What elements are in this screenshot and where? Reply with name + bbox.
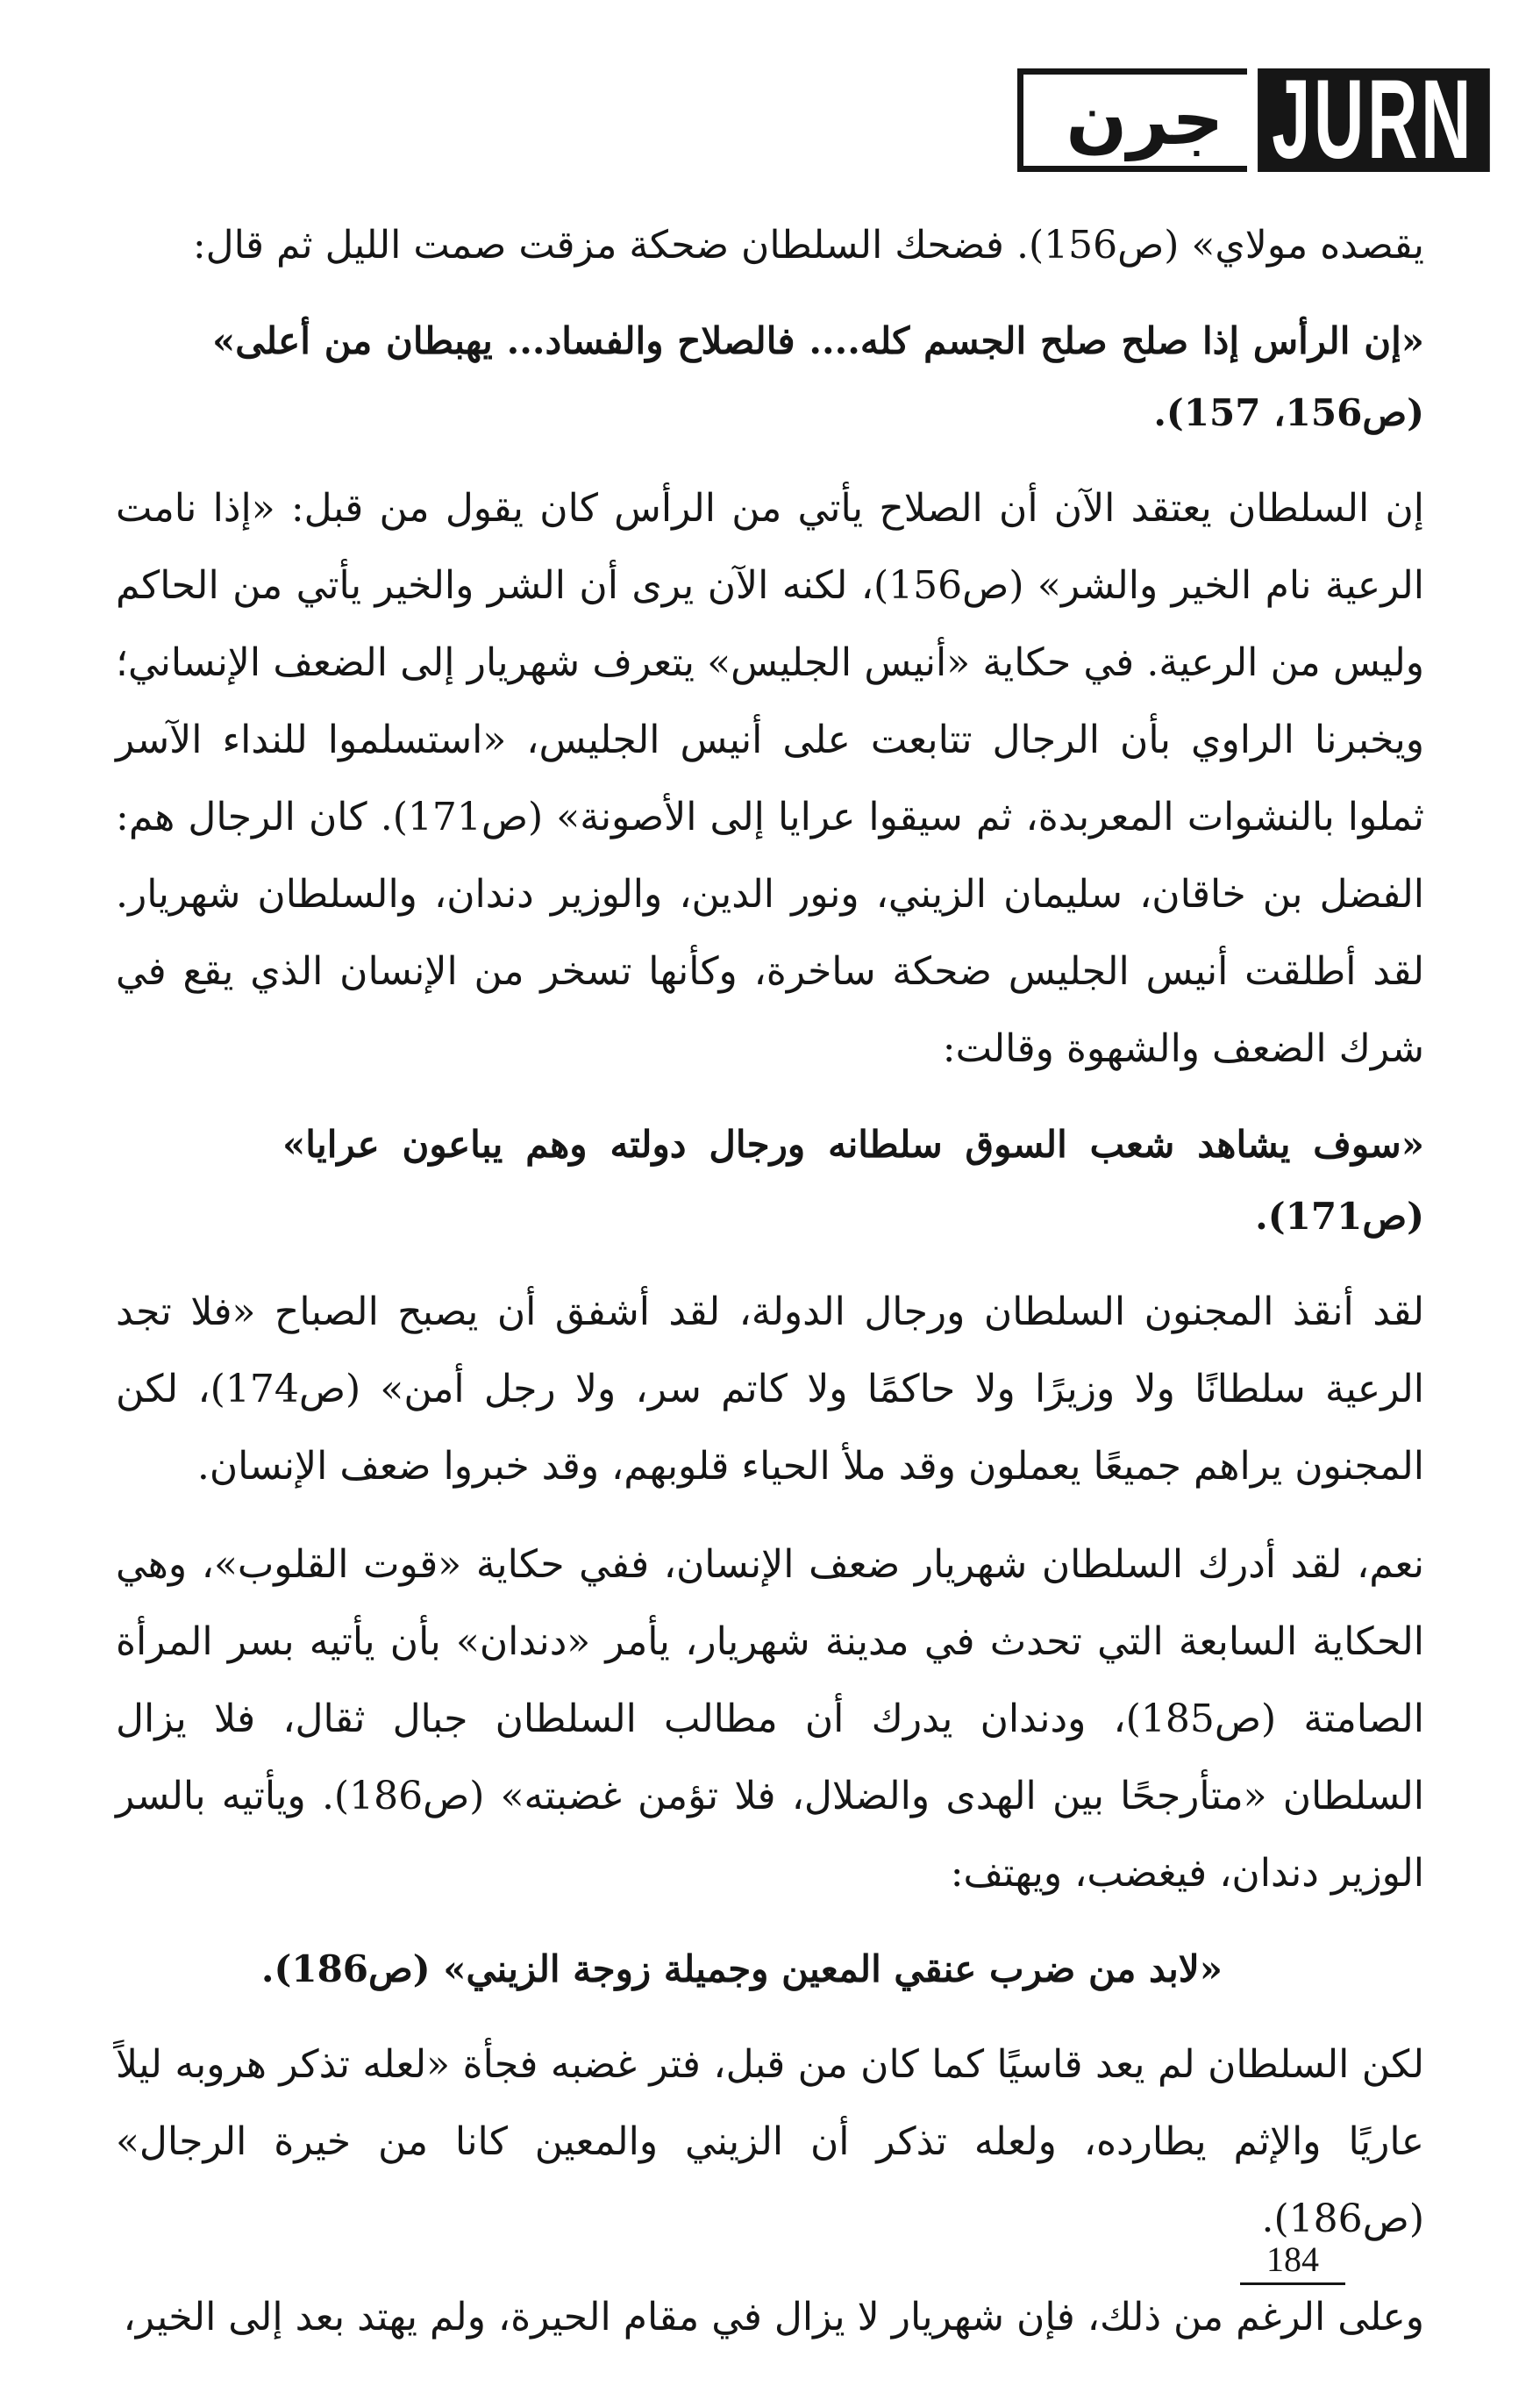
quote-1: «إن الرأس إذا صلح صلح الجسم كله.... فالصلاح والفساد... يهبطان من أعلى» (ص156، 157). <box>212 319 1424 434</box>
paragraph-2: إن السلطان يعتقد الآن أن الصلاح يأتي من الرأس كان يقول من قبل: «إذا نامت الرعية نام الخير والشر» (ص156)، لكنه الآن يرى أن الشر والخير يأتي من الحاكم وليس من الرعية. في حكاية «أنيس الجليس» يتعرف شهريار إلى الضعف الإنساني؛ ويخبرنا الراوي بأن الرجال تتابعت على أنيس الجليس، «استسلموا للنداء الآسر ثملوا بالنشوات المعربدة، ثم سيقوا عرايا إلى الأصونة» (ص171). كان الرجال هم: الفضل بن خاقان، سليمان الزيني، ونور الدين، والوزير دندان، والسلطان شهريار. لقد أطلقت أنيس الجليس ضحكة ساخرة، وكأنها تسخر من الإنسان الذي يقع في شرك الضعف والشهوة وقالت: <box>116 486 1424 1071</box>
paragraph-6: وعلى الرغم من ذلك، فإن شهريار لا يزال في مقام الحيرة، ولم يهتد بعد إلى الخير، <box>123 2295 1424 2339</box>
paragraph-5: لكن السلطان لم يعد قاسيًا كما كان من قبل، فتر غضبه فجأة «لعله تذكر هروبه ليلاً عاريًا والإثم يطارده، ولعله تذكر أن الزيني والمعين كانا من خيرة الرجال» (ص186). <box>116 2042 1424 2241</box>
quote-3: «لابد من ضرب عنقي المعين وجميلة زوجة الزيني» (ص186). <box>260 1947 1223 1990</box>
paragraph-3: لقد أنقذ المجنون السلطان ورجال الدولة، لقد أشفق أن يصبح الصباح «فلا تجد الرعية سلطانًا ولا وزيرًا ولا حاكمًا ولا كاتم سر، ولا رجل أمن» (ص174)، لكن المجنون يراهم جميعًا يعملون وقد ملأ الحياء قلوبهم، وقد خبروا ضعف الإنسان. <box>116 1289 1424 1489</box>
page-number: 184 <box>1240 2239 1345 2285</box>
paragraph-4: نعم، لقد أدرك السلطان شهريار ضعف الإنسان، ففي حكاية «قوت القلوب»، وهي الحكاية السابعة التي تحدث في مدينة شهريار، يأمر «دندان» بأن يأتيه بسر المرأة الصامتة (ص185)، ودندان يدرك أن مطالب السلطان جبال ثقال، فلا يزال السلطان «متأرجحًا بين الهدى والضلال، فلا تؤمن غضبته» (ص186). ويأتيه بالسر الوزير دندان، فيغضب، ويهتف: <box>116 1542 1425 1896</box>
journal-logo <box>1017 57 1489 182</box>
paragraph-1: يقصده مولاي» (ص156). فضحك السلطان ضحكة مزقت صمت الليل ثم قال: <box>192 223 1424 268</box>
logo-arabic-text: جرن <box>1017 68 1246 172</box>
quote-2: «سوف يشاهد شعب السوق سلطانه ورجال دولته وهم يباعون عرايا» (ص171). <box>282 1123 1424 1238</box>
page-body <box>116 207 1424 2377</box>
logo-latin-text: JURN <box>1258 68 1489 172</box>
